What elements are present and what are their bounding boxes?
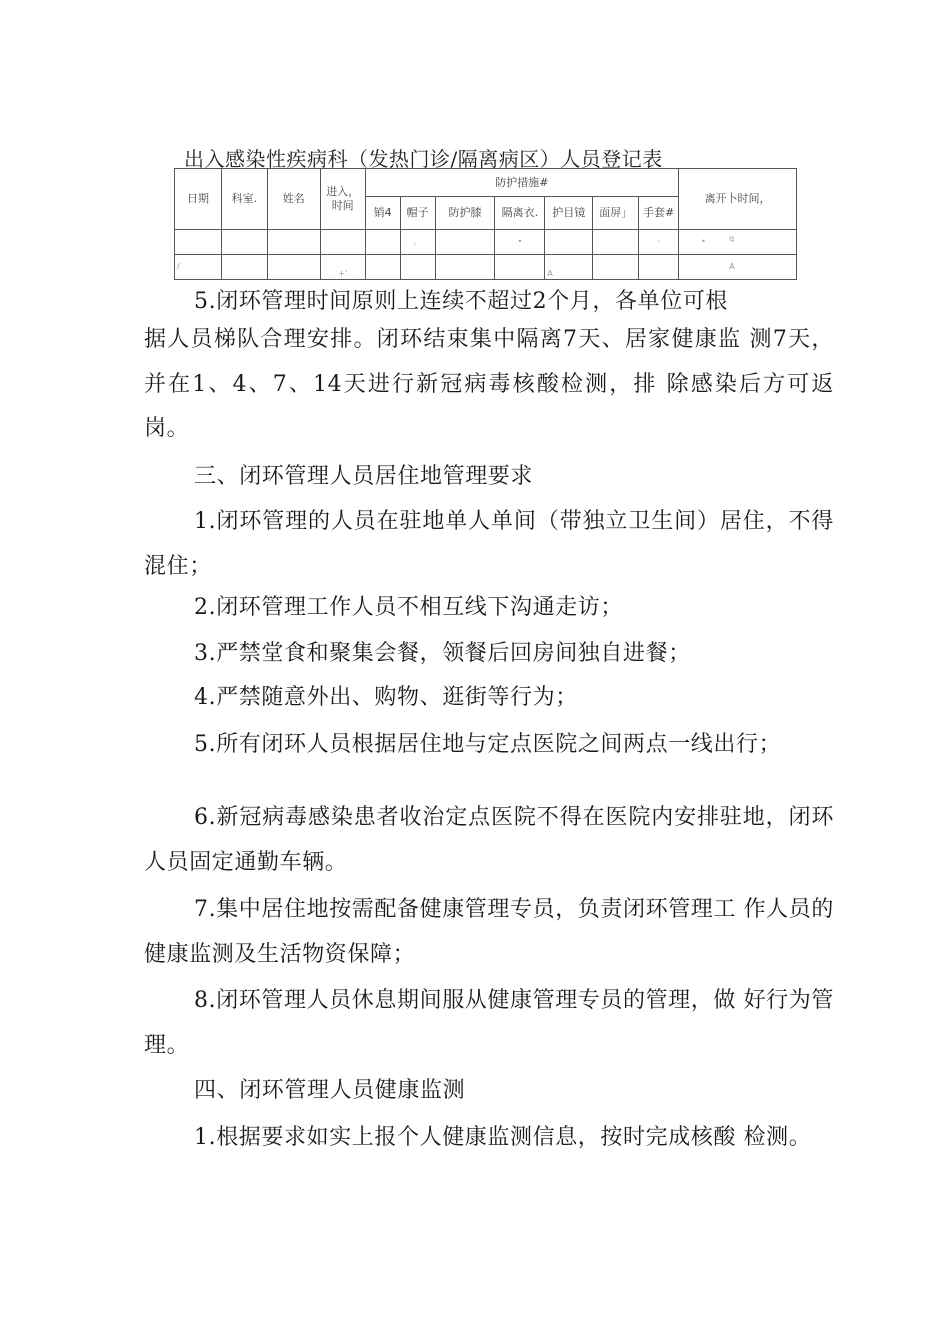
table-cell: [679, 255, 797, 280]
table-mark: q: [729, 234, 735, 243]
s3-item-5: 5.所有闭环人员根据居住地与定点医院之间两点一线出行；: [194, 732, 782, 757]
table-row: [175, 230, 797, 255]
table-cell: [545, 230, 593, 255]
s3-item-3: 3.严禁堂食和聚集会餐，领餐后回房间独自进餐；: [194, 641, 691, 666]
registration-table: [174, 168, 797, 280]
protection-item: 帽子: [400, 197, 435, 230]
table-cell: 。: [400, 230, 435, 255]
s3-item-6: 6.新冠病毒感染患者收治定点医院不得在医院内安排驻地，闭环人员固定通勤车辆。: [144, 805, 834, 875]
header-name: 姓名: [267, 169, 320, 230]
table-cell: A: [545, 255, 593, 280]
s3-item-7: 7.集中居住地按需配备健康管理专员，负责闭环管理工 作人员的健康监测及生活物资保障；: [144, 897, 834, 967]
table-cell: [267, 230, 320, 255]
table-title: 出入感染性疾病科（发热门诊/隔离病区）人员登记表: [184, 147, 663, 171]
table-cell: ◦: [639, 230, 679, 255]
s3-item-1: 1.闭环管理的人员在驻地单人单间（带独立卫生间）居住，不得混住；: [144, 509, 834, 579]
section-3-title: 三、闭环管理人员居住地管理要求: [194, 464, 534, 489]
table-cell: [365, 230, 400, 255]
table-mark: A: [729, 262, 735, 271]
s3-item-2: 2.闭环管理工作人员不相互线下沟通走访；: [194, 595, 623, 620]
header-protection: 防护措施#: [365, 169, 678, 197]
table-cell: [435, 230, 495, 255]
table-mark: •: [701, 237, 706, 246]
table-cell: [639, 255, 679, 280]
table-cell: [221, 255, 267, 280]
table-cell: [320, 230, 365, 255]
table-cell: [267, 255, 320, 280]
s3-item-4: 4.严禁随意外出、购物、逛街等行为；: [194, 685, 578, 710]
protection-item: 护目镜: [545, 197, 593, 230]
header-date: 日期: [175, 169, 222, 230]
protection-item: 隔离衣.: [495, 197, 545, 230]
table-cell: [435, 255, 495, 280]
table-cell: [221, 230, 267, 255]
s3-item-8: 8.闭环管理人员休息期间服从健康管理专员的管理，做 好行为管理。: [144, 988, 834, 1058]
table-cell: [593, 230, 639, 255]
header-leave-time: 离开卜时间，: [679, 169, 797, 230]
protection-item: 手套#: [639, 197, 679, 230]
table-row: [175, 255, 797, 280]
protection-item: 面屏」: [593, 197, 639, 230]
header-dept: 科室.: [221, 169, 267, 230]
protection-item: 销4: [365, 197, 400, 230]
table-cell: [365, 255, 400, 280]
table-cell: [495, 255, 545, 280]
table-cell: /: [175, 255, 222, 280]
table-cell: [593, 255, 639, 280]
s4-item-1: 1.根据要求如实上报个人健康监测信息，按时完成核酸 检测。: [194, 1125, 812, 1150]
section-4-title: 四、闭环管理人员健康监测: [194, 1078, 466, 1103]
table-cell: +': [320, 255, 365, 280]
paragraph-5-rest: 据人员梯队合理安排。闭环结束集中隔离7天、居家健康监 测7天，并在1、4、7、14天进行新冠病毒核酸检测，排 除感染后方可返岗。: [144, 327, 834, 441]
table-cell: [175, 230, 222, 255]
table-cell: •: [495, 230, 545, 255]
paragraph-5-line1: 5.闭环管理时间原则上连续不超过2个月，各单位可根: [194, 289, 728, 314]
protection-item: 防护膝: [435, 197, 495, 230]
header-enter-time: 进入，时间: [320, 169, 365, 230]
table-cell: [679, 230, 797, 255]
table-cell: [400, 255, 435, 280]
